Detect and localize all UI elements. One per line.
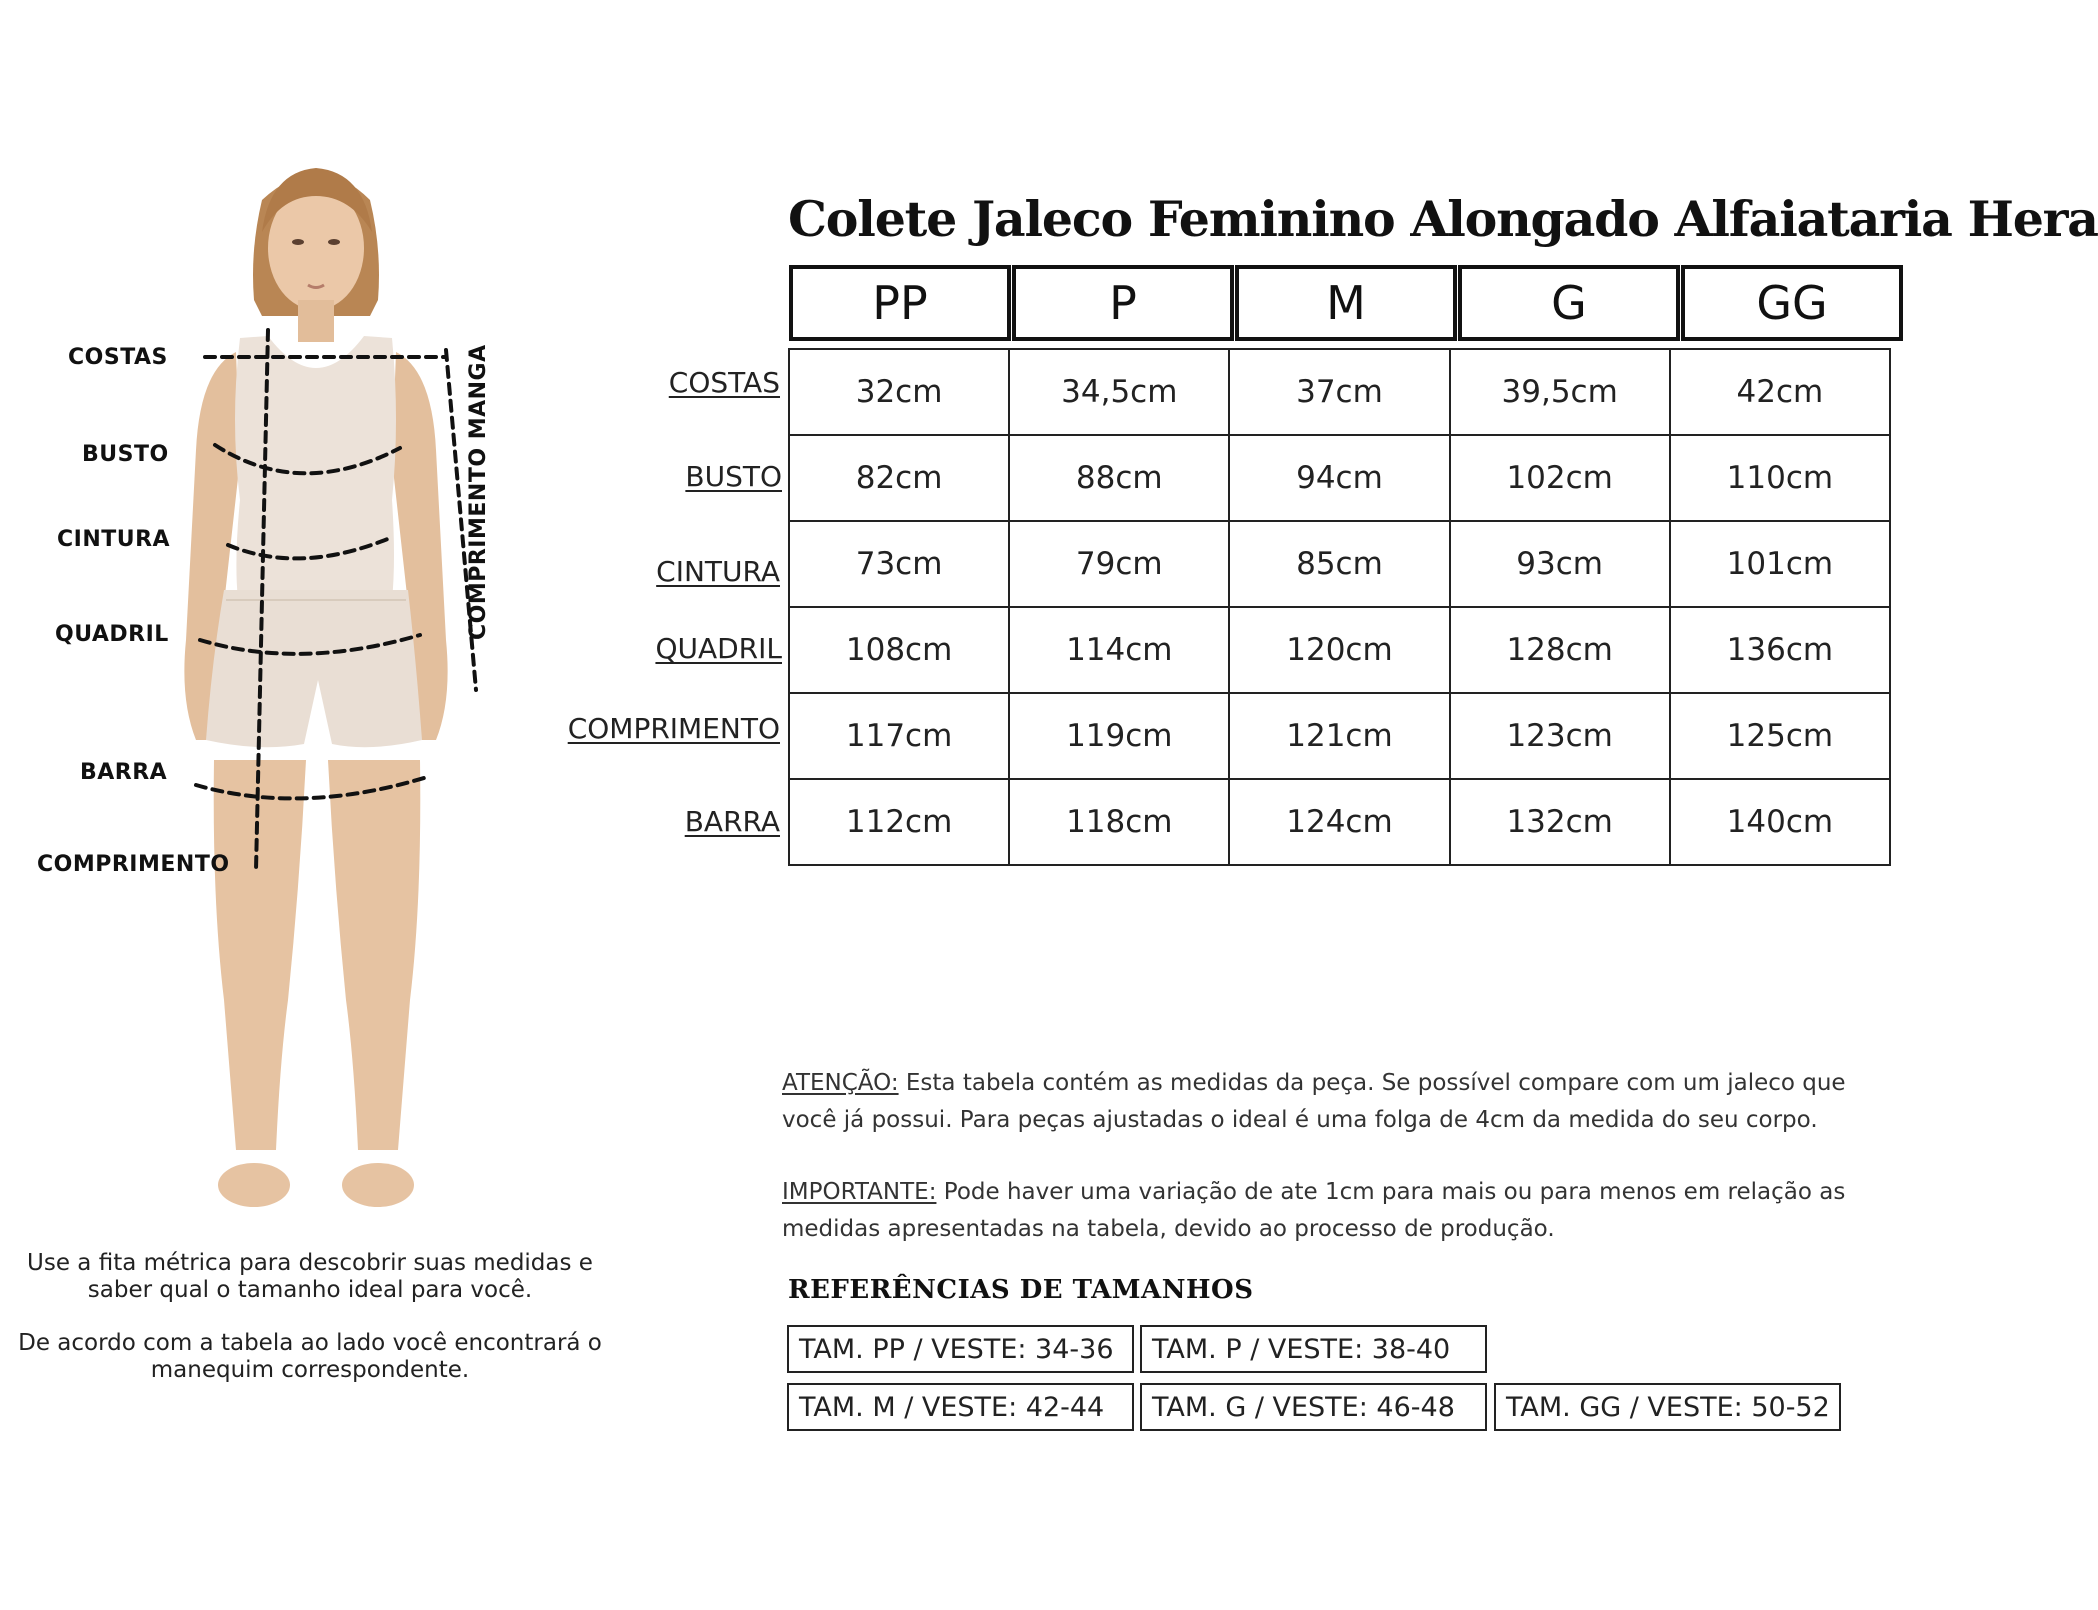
note-atencao-text: Esta tabela contém as medidas da peça. Se possível compare com um jaleco que você já possui. Para peças ajustadas o ideal é uma folga de 4cm da medida do seu corpo. <box>782 1070 1846 1133</box>
row-label-costas: COSTAS <box>668 366 780 399</box>
references-title: REFERÊNCIAS DE TAMANHOS <box>788 1275 1254 1305</box>
size-header-g: G <box>1458 265 1680 341</box>
table-cell: 136cm <box>1670 607 1890 693</box>
reference-gg: TAM. GG / VESTE: 50-52 <box>1494 1383 1841 1431</box>
product-title: Colete Jaleco Feminino Alongado Alfaiataria Hera <box>788 190 2098 248</box>
note-importante <box>782 1174 1892 1248</box>
table-cell: 119cm <box>1009 693 1229 779</box>
reference-p: TAM. P / VESTE: 38-40 <box>1140 1325 1487 1373</box>
row-label-cintura: CINTURA <box>656 555 780 588</box>
table-row <box>789 693 1890 779</box>
table-cell: 85cm <box>1229 521 1449 607</box>
table-cell: 37cm <box>1229 349 1449 435</box>
table-cell: 132cm <box>1450 779 1670 865</box>
table-cell: 118cm <box>1009 779 1229 865</box>
size-header-pp: PP <box>789 265 1011 341</box>
table-cell: 82cm <box>789 435 1009 521</box>
reference-pp: TAM. PP / VESTE: 34-36 <box>787 1325 1134 1373</box>
reference-m: TAM. M / VESTE: 42-44 <box>787 1383 1134 1431</box>
caption-reference: De acordo com a tabela ao lado você encontrará o manequim correspondente. <box>18 1330 602 1383</box>
note-atencao <box>782 1065 1892 1139</box>
row-label-barra: BARRA <box>684 805 780 838</box>
table-cell: 128cm <box>1450 607 1670 693</box>
table-cell: 123cm <box>1450 693 1670 779</box>
table-cell: 140cm <box>1670 779 1890 865</box>
table-row <box>789 521 1890 607</box>
label-busto: BUSTO <box>82 442 169 467</box>
table-cell: 73cm <box>789 521 1009 607</box>
table-cell: 88cm <box>1009 435 1229 521</box>
table-cell: 93cm <box>1450 521 1670 607</box>
table-cell: 120cm <box>1229 607 1449 693</box>
table-cell: 79cm <box>1009 521 1229 607</box>
table-cell: 39,5cm <box>1450 349 1670 435</box>
table-cell: 34,5cm <box>1009 349 1229 435</box>
table-cell: 94cm <box>1229 435 1449 521</box>
note-importante-label: IMPORTANTE: <box>782 1179 937 1205</box>
label-cintura: CINTURA <box>57 527 171 552</box>
table-cell: 32cm <box>789 349 1009 435</box>
table-cell: 114cm <box>1009 607 1229 693</box>
measurement-table <box>788 348 1891 866</box>
table-row <box>789 435 1890 521</box>
caption-instructions: Use a fita métrica para descobrir suas medidas e saber qual o tamanho ideal para você. <box>27 1250 593 1303</box>
row-label-busto: BUSTO <box>685 460 782 493</box>
size-header-m: M <box>1235 265 1457 341</box>
table-cell: 110cm <box>1670 435 1890 521</box>
table-row <box>789 349 1890 435</box>
table-cell: 124cm <box>1229 779 1449 865</box>
table-cell: 101cm <box>1670 521 1890 607</box>
label-comprimento-manga: COMPRIMENTO MANGA <box>466 344 491 640</box>
label-costas: COSTAS <box>68 345 168 370</box>
table-row <box>789 779 1890 865</box>
table-cell: 121cm <box>1229 693 1449 779</box>
row-label-quadril: QUADRIL <box>655 632 782 665</box>
row-label-comprimento: COMPRIMENTO <box>567 712 780 745</box>
table-cell: 102cm <box>1450 435 1670 521</box>
label-quadril: QUADRIL <box>55 622 169 647</box>
size-header-gg: GG <box>1681 265 1903 341</box>
note-atencao-label: ATENÇÃO: <box>782 1070 899 1096</box>
table-cell: 125cm <box>1670 693 1890 779</box>
table-cell: 112cm <box>789 779 1009 865</box>
measurement-figure <box>0 0 620 1383</box>
table-cell: 42cm <box>1670 349 1890 435</box>
note-importante-text: Pode haver uma variação de ate 1cm para mais ou para menos em relação as medidas apresentadas na tabela, devido ao processo de produção. <box>782 1179 1846 1242</box>
label-barra: BARRA <box>80 760 168 785</box>
table-cell: 108cm <box>789 607 1009 693</box>
reference-g: TAM. G / VESTE: 46-48 <box>1140 1383 1487 1431</box>
size-header-p: P <box>1012 265 1234 341</box>
label-comprimento: COMPRIMENTO <box>37 852 230 877</box>
table-cell: 117cm <box>789 693 1009 779</box>
table-row <box>789 607 1890 693</box>
